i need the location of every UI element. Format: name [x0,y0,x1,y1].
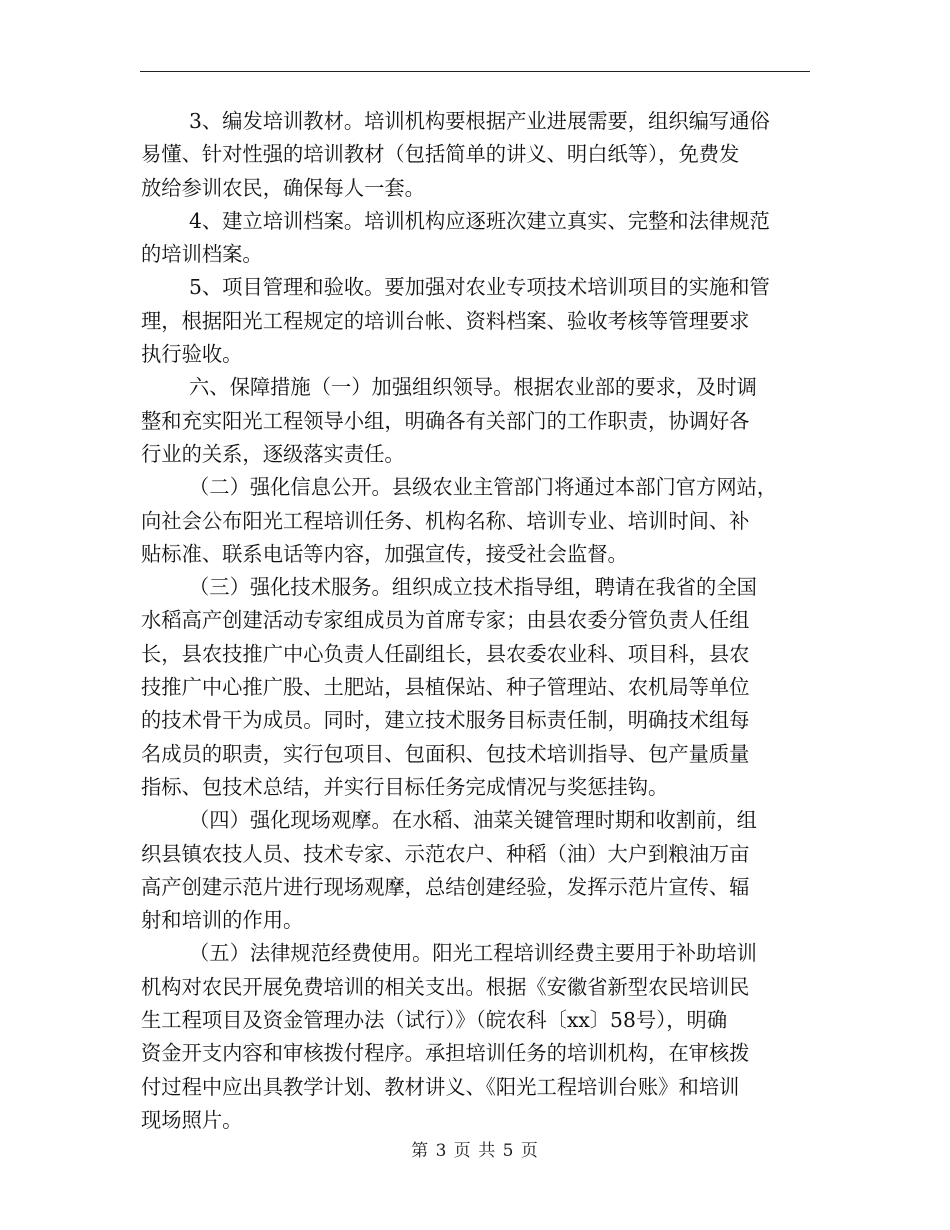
text-line: 水稻高产创建活动专家组成员为首席专家；由县农委分管负责人任组 [141,608,750,633]
text-line: 高产创建示范片进行现场观摩，总结创建经验，发挥示范片宣传、辐 [141,874,750,899]
text-line: 织县镇农技人员、技术专家、示范农户、种稻（油）大户到粮油万亩 [141,841,750,866]
document-body [141,105,813,1137]
text-line: 向社会公布阳光工程培训任务、机构名称、培训专业、培训时间、补 [141,508,750,533]
text-line: 5、项目管理和验收。要加强对农业专项技术培训项目的实施和管 [189,275,770,300]
text-line: 整和充实阳光工程领导小组，明确各有关部门的工作职责，协调好各 [141,408,750,433]
text-line: 长，县农技推广中心负责人任副组长，县农委农业科、项目科，县农 [141,641,750,666]
text-line: （三）强化技术服务。组织成立技术指导组，聘请在我省的全国 [189,575,757,600]
page-footer: 第 3 页 共 5 页 [411,1141,539,1161]
text-line: 理，根据阳光工程规定的培训台帐、资料档案、验收考核等管理要求 [141,308,750,333]
text-line: 现场照片。 [141,1107,243,1132]
text-line: 放给参训农民，确保每人一套。 [141,175,425,200]
text-line: 六、保障措施（一）加强组织领导。根据农业部的要求，及时调 [189,375,757,400]
header-rule [140,71,810,72]
text-line: 生工程项目及资金管理办法（试行）》（皖农科〔xx〕58号），明确 [141,1008,728,1033]
text-line: 技推广中心推广股、土肥站，县植保站、种子管理站、农机局等单位 [141,675,750,700]
text-line: （四）强化现场观摩。在水稻、油菜关键管理时期和收割前，组 [189,808,757,833]
text-line: 4、建立培训档案。培训机构应逐班次建立真实、完整和法律规范 [189,208,770,233]
text-line: 贴标准、联系电话等内容，加强宣传，接受社会监督。 [141,541,628,566]
text-line: 行业的关系，逐级落实责任。 [141,441,405,466]
text-line: （五）法律规范经费使用。阳光工程培训经费主要用于补助培训 [189,941,757,966]
text-line: 易懂、针对性强的培训教材（包括简单的讲义、明白纸等），免费发 [141,142,740,167]
text-line: 的技术骨干为成员。同时，建立技术服务目标责任制，明确技术组每 [141,708,750,733]
text-line: （二）强化信息公开。县级农业主管部门将通过本部门官方网站， [189,475,778,500]
text-line: 名成员的职责，实行包项目、包面积、包技术培训指导、包产量质量 [141,741,750,766]
text-line: 3、编发培训教材。培训机构要根据产业进展需要，组织编写通俗 [189,109,770,133]
text-line: 资金开支内容和审核拨付程序。承担培训任务的培训机构，在审核拨 [141,1041,750,1066]
text-line: 射和培训的作用。 [141,908,304,933]
text-line: 机构对农民开展免费培训的相关支出。根据《安徽省新型农民培训民 [141,974,750,999]
text-line: 指标、包技术总结，并实行目标任务完成情况与奖惩挂钩。 [141,774,669,799]
text-line: 执行验收。 [141,342,243,367]
text-line: 的培训档案。 [141,242,263,267]
text-line: 付过程中应出具教学计划、教材讲义、《阳光工程培训台账》和培训 [141,1074,740,1099]
